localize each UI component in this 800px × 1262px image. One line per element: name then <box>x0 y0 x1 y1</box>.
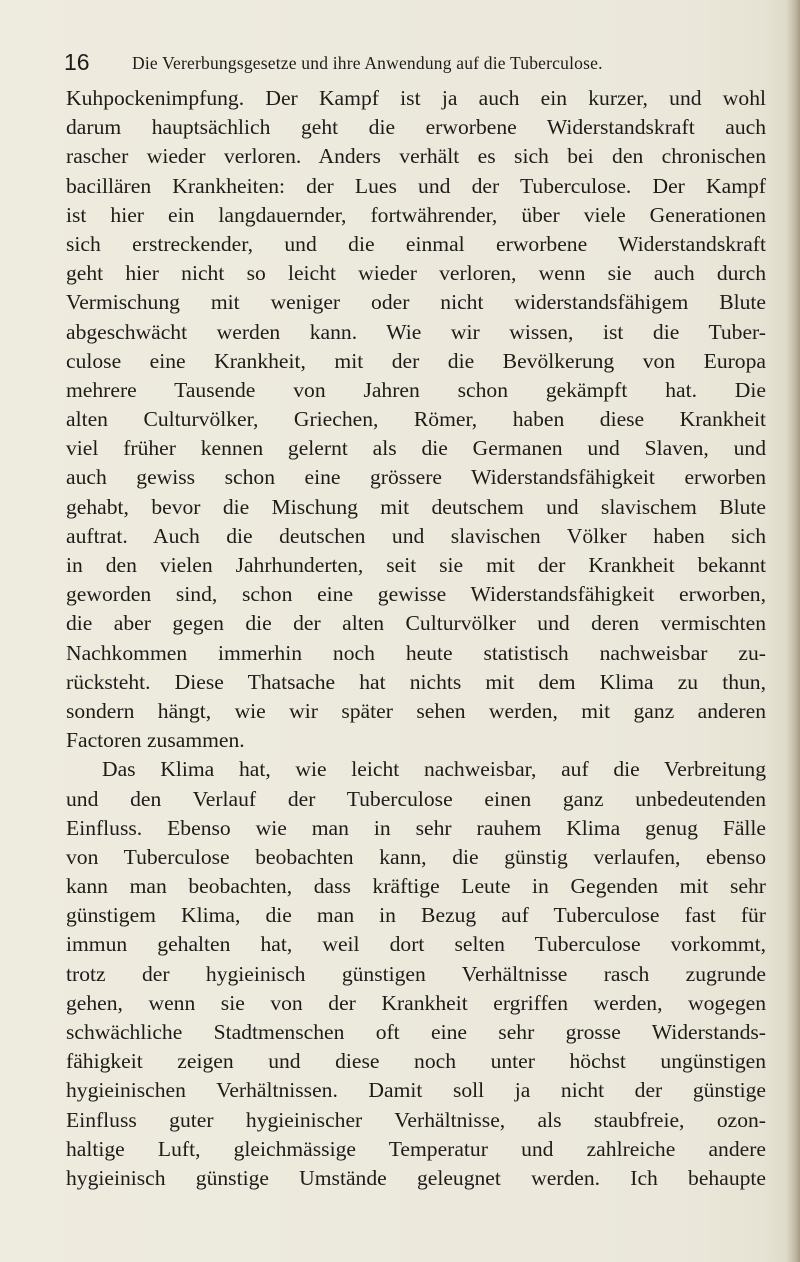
text-line: Nachkommen immerhin noch heute statistisch nachweisbar zu- <box>66 640 766 665</box>
text-line: Einfluss. Ebenso wie man in sehr rauhem Klima genug Fälle <box>66 815 766 840</box>
text-line: abgeschwächt werden kann. Wie wir wissen, ist die Tuber- <box>66 319 766 344</box>
text-line: geht hier nicht so leicht wieder verloren, wenn sie auch durch <box>66 261 766 286</box>
text-line: auftrat. Auch die deutschen und slavischen Völker haben sich <box>66 523 766 548</box>
text-line: gehabt, bevor die Mischung mit deutschem und slavischem Blute <box>66 494 766 519</box>
paragraph-start-line: Das Klima hat, wie leicht nachweisbar, auf die Verbreitung <box>102 757 766 782</box>
text-line: schwächliche Stadtmenschen oft eine sehr grosse Widerstands- <box>66 1020 766 1044</box>
text-line: Einfluss guter hygieinischer Verhältnisse, als staubfreie, ozon- <box>66 1107 766 1132</box>
text-line: und den Verlauf der Tuberculose einen ganz unbedeutenden <box>66 786 766 811</box>
text-line: bacillären Krankheiten: der Lues und der Tuberculose. Der Kampf <box>66 173 766 198</box>
text-line: sondern hängt, wie wir später sehen werden, mit ganz anderen <box>66 698 766 723</box>
text-line: hygieinischen Verhältnissen. Damit soll ja nicht der günstige <box>66 1078 766 1103</box>
text-line: rascher wieder verloren. Anders verhält es sich bei den chronischen <box>66 144 766 169</box>
text-line: ist hier ein langdauernder, fortwährender, über viele Generationen <box>66 202 766 227</box>
text-line: rücksteht. Diese Thatsache hat nichts mit dem Klima zu thun, <box>66 669 766 694</box>
text-line: trotz der hygieinisch günstigen Verhältnisse rasch zugrunde <box>66 961 766 986</box>
text-line: fähigkeit zeigen und diese noch unter höchst ungünstigen <box>66 1049 766 1074</box>
text-line: sich erstreckender, und die einmal erworbene Widerstandskraft <box>66 231 766 256</box>
running-head <box>64 50 764 74</box>
text-line: Vermischung mit weniger oder nicht widerstandsfähigem Blute <box>66 290 766 315</box>
spine-shadow <box>786 0 800 1262</box>
text-line: günstigem Klima, die man in Bezug auf Tuberculose fast für <box>66 903 766 928</box>
page-number: 16 <box>64 49 90 75</box>
body-text <box>66 84 766 1193</box>
text-line: immun gehalten hat, weil dort selten Tuberculose vorkommt, <box>66 932 766 957</box>
text-line: hygieinisch günstige Umstände geleugnet werden. Ich behaupte <box>66 1165 766 1190</box>
text-line: haltige Luft, gleichmässige Temperatur und zahlreiche andere <box>66 1136 766 1161</box>
text-line: geworden sind, schon eine gewisse Widerstandsfähigkeit erworben, <box>66 582 766 607</box>
text-line: darum hauptsächlich geht die erworbene Widerstandskraft auch <box>66 115 766 140</box>
text-line: auch gewiss schon eine grössere Widerstandsfähigkeit erworben <box>66 465 766 490</box>
text-line: die aber gegen die der alten Culturvölker und deren vermischten <box>66 611 766 636</box>
text-line: culose eine Krankheit, mit der die Bevölkerung von Europa <box>66 348 766 373</box>
text-line: Kuhpockenimpfung. Der Kampf ist ja auch ein kurzer, und wohl <box>66 86 766 110</box>
text-line: viel früher kennen gelernt als die Germanen und Slaven, und <box>66 436 766 461</box>
text-line: alten Culturvölker, Griechen, Römer, haben diese Krankheit <box>66 407 766 432</box>
running-title: Die Vererbungsgesetze und ihre Anwendung auf die Tuberculose. <box>132 53 603 73</box>
text-line: kann man beobachten, dass kräftige Leute in Gegenden mit sehr <box>66 874 766 899</box>
text-line: in den vielen Jahrhunderten, seit sie mit der Krankheit bekannt <box>66 553 766 577</box>
text-line: mehrere Tausende von Jahren schon gekämpft hat. Die <box>66 377 766 402</box>
text-line: von Tuberculose beobachten kann, die günstig verlaufen, ebenso <box>66 844 766 869</box>
paragraph-end-line: Factoren zusammen. <box>66 728 245 753</box>
text-line: gehen, wenn sie von der Krankheit ergriffen werden, wogegen <box>66 990 766 1015</box>
